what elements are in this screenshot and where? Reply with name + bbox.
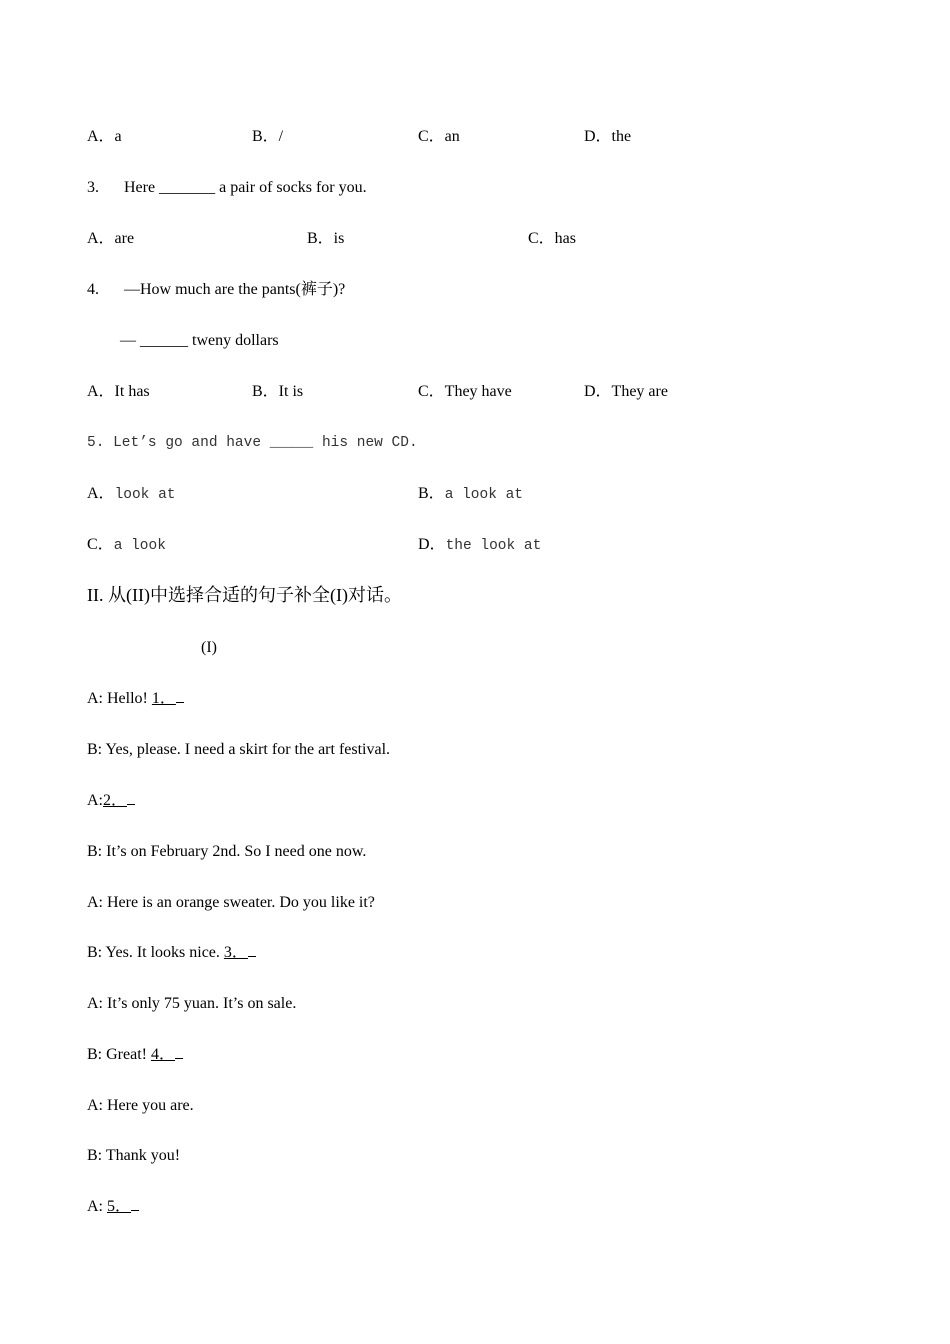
q2-option-d: D．the <box>584 128 632 145</box>
answer-blank-5[interactable]: 5． <box>107 1198 132 1215</box>
q2-option-b: B．/ <box>252 128 284 145</box>
question-3: 3. Here _______ a pair of socks for you. <box>87 179 367 196</box>
dialogue-line-8: B: Great! 4． <box>87 1043 183 1067</box>
dialogue-line-10: B: Thank you! <box>87 1147 181 1164</box>
dialogue-line-3: A:2． <box>87 789 135 813</box>
section-2-heading: II. 从(II)中选择合适的句子补全(I)对话。 <box>87 585 402 605</box>
dialogue-line-7: A: It’s only 75 yuan. It’s on sale. <box>87 995 297 1012</box>
q5-option-c: C．a look <box>87 536 166 554</box>
q5-option-d: D．the look at <box>418 536 542 554</box>
dialogue-line-9: A: Here you are. <box>87 1097 194 1114</box>
q5-option-b: B．a look at <box>418 485 524 503</box>
q4-option-d: D．They are <box>584 383 668 400</box>
q3-option-a: A．are <box>87 230 135 247</box>
answer-blank-4[interactable]: 4． <box>150 1046 175 1063</box>
q4-option-a: A．It has <box>87 383 150 400</box>
question-4: 4. —How much are the pants(裤子)? <box>87 281 346 298</box>
question-5: 5. Let’s go and have _____ his new CD. <box>87 435 418 451</box>
dialogue-line-5: A: Here is an orange sweater. Do you like it? <box>87 894 375 911</box>
q4-option-b: B．It is <box>252 383 304 400</box>
dialogue-line-6: B: Yes. It looks nice. 3． <box>87 941 256 965</box>
dialogue-line-2: B: Yes, please. I need a skirt for the art festival. <box>87 741 391 758</box>
answer-blank-2[interactable]: 2． <box>103 792 128 809</box>
section-2-subheading: (I) <box>201 639 217 656</box>
dialogue-line-1: A: Hello! 1． <box>87 687 184 711</box>
q2-option-c: C．an <box>418 128 460 145</box>
q4-option-c: C．They have <box>418 383 512 400</box>
q2-option-a: A．a <box>87 128 122 145</box>
q3-option-c: C．has <box>528 230 577 247</box>
dialogue-line-4: B: It’s on February 2nd. So I need one now. <box>87 843 367 860</box>
answer-blank-3[interactable]: 3． <box>223 944 248 961</box>
answer-blank-1[interactable]: 1． <box>151 690 176 707</box>
q5-option-a: A．look at <box>87 485 176 503</box>
dialogue-line-11: A: 5． <box>87 1195 139 1219</box>
q3-option-b: B．is <box>307 230 345 247</box>
question-4-answer-line: — ______ tweny dollars <box>120 332 279 349</box>
